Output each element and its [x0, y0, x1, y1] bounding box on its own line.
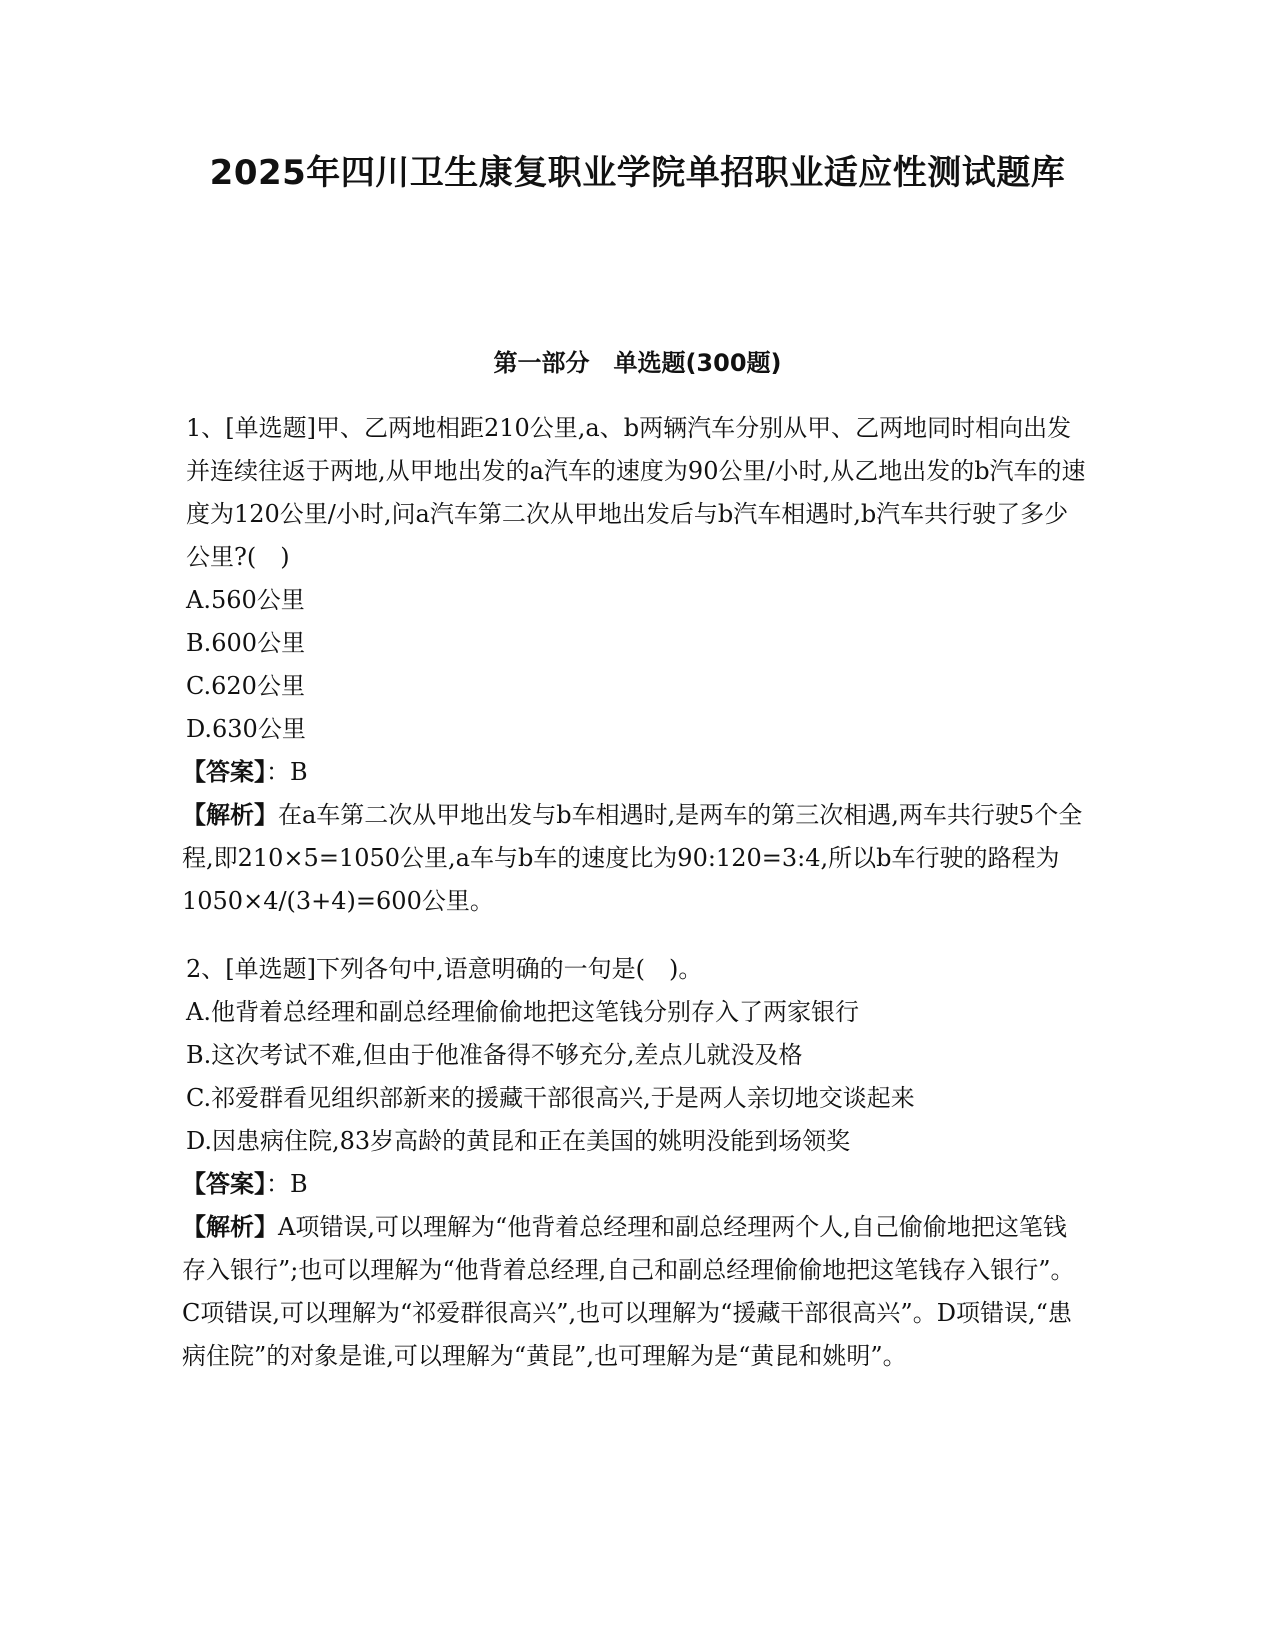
analysis-label: 【解析】: [182, 1213, 278, 1241]
section-heading: 第一部分 单选题(300题): [493, 349, 782, 377]
answer-value: ：B: [266, 1170, 308, 1198]
question-1: [182, 407, 1086, 923]
option-d: D.630公里: [186, 715, 306, 743]
document-title: 2025年四川卫生康复职业学院单招职业适应性测试题库: [209, 153, 1066, 193]
option-b: B.这次考试不难,但由于他准备得不够充分,差点儿就没及格: [186, 1041, 803, 1069]
analysis-label: 【解析】: [182, 801, 278, 829]
answer-label: 【答案】: [182, 758, 266, 786]
option-c: C.620公里: [186, 672, 305, 700]
answer-value: ：B: [266, 758, 308, 786]
question-stem: 2、[单选题]下列各句中,语意明确的一句是( )。: [186, 955, 703, 983]
option-c: C.祁爱群看见组织部新来的援藏干部很高兴,于是两人亲切地交谈起来: [186, 1084, 915, 1112]
option-d: D.因患病住院,83岁高龄的黄昆和正在美国的姚明没能到场领奖: [186, 1127, 851, 1155]
answer-line: [182, 1163, 1086, 1206]
question-stem: 1、[单选题]甲、乙两地相距210公里,a、b两辆汽车分别从甲、乙两地同时相向出发并连续往返于两地,从甲地出发的a汽车的速度为90公里/小时,从乙地出发的b汽车的速度为120公里/小时,问a汽车第二次从甲地出发后与b汽车相遇时,b汽车共行驶了多少公里?( ): [186, 414, 1086, 571]
analysis-paragraph: [182, 1206, 1086, 1378]
option-a: A.他背着总经理和副总经理偷偷地把这笔钱分别存入了两家银行: [186, 998, 859, 1026]
answer-label: 【答案】: [182, 1170, 266, 1198]
option-b: B.600公里: [186, 629, 306, 657]
analysis-text: 在a车第二次从甲地出发与b车相遇时,是两车的第三次相遇,两车共行驶5个全程,即210×5=1050公里,a车与b车的速度比为90:120=3:4,所以b车行驶的路程为1050×4/(3+4)=600公里。: [182, 801, 1083, 915]
question-2: [182, 948, 1086, 1378]
analysis-paragraph: [182, 794, 1086, 923]
option-a: A.560公里: [186, 586, 305, 614]
answer-line: [182, 751, 1086, 794]
analysis-text: A项错误,可以理解为“他背着总经理和副总经理两个人,自己偷偷地把这笔钱存入银行”;也可以理解为“他背着总经理,自己和副总经理偷偷地把这笔钱存入银行”。C项错误,可以理解为“祁爱群很高兴”,也可以理解为“援藏干部很高兴”。D项错误,“患病住院”的对象是谁,可以理解为“黄昆”,也可理解为是“黄昆和姚明”。: [182, 1213, 1075, 1370]
